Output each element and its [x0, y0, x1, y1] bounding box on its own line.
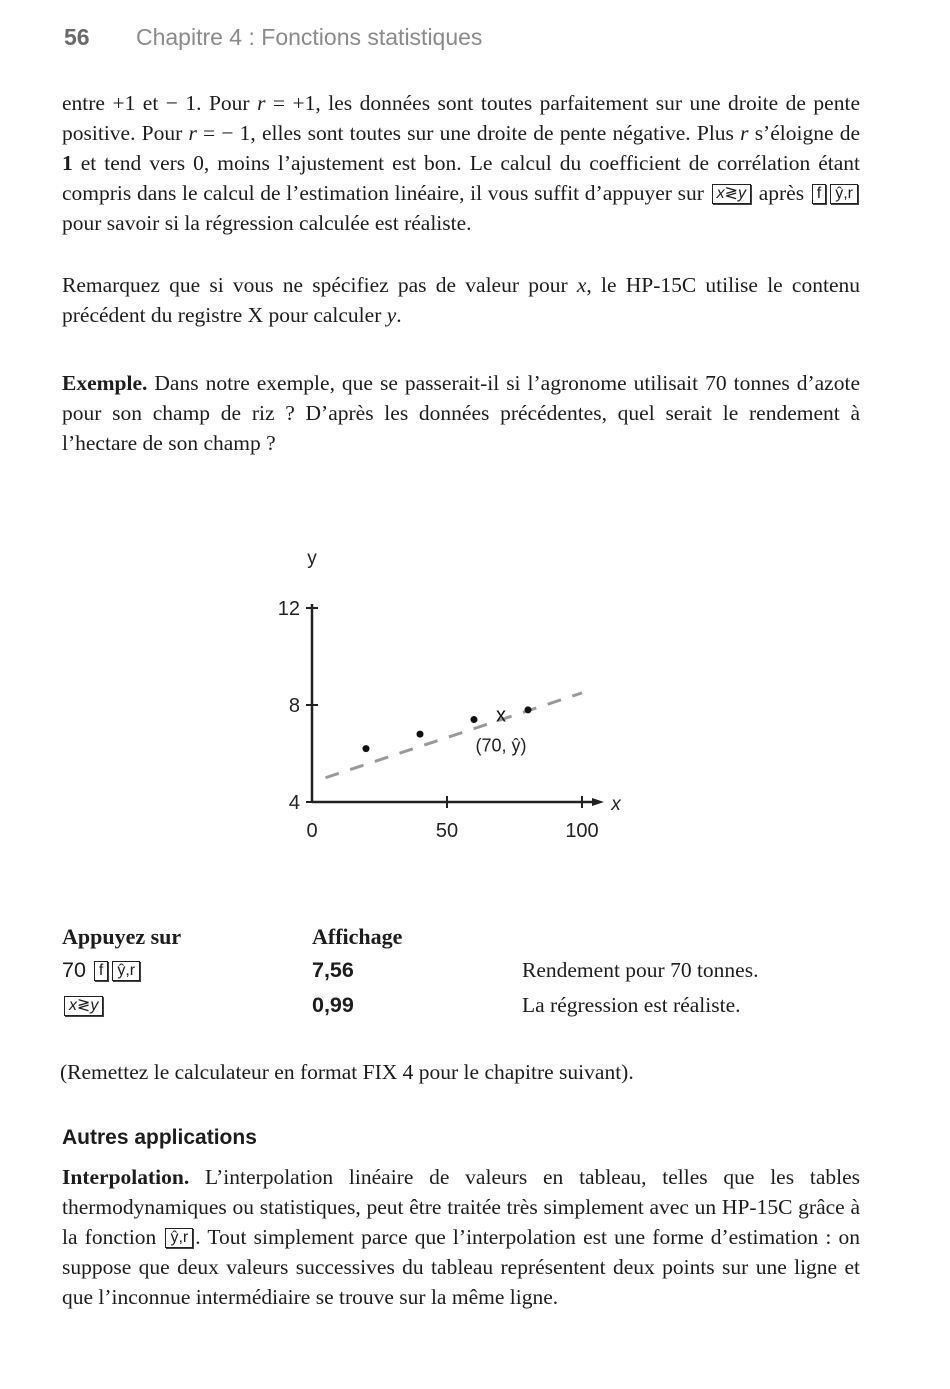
col-header-keys: Appuyez sur: [62, 924, 182, 949]
var-r: r: [188, 121, 197, 145]
estimate-marker: x: [496, 704, 506, 727]
text: après: [753, 181, 810, 205]
key-yhat-r: ŷ,r: [165, 1228, 193, 1248]
key-f: f: [812, 184, 826, 204]
key-yhat-r: ŷ,r: [830, 184, 858, 204]
data-point: [417, 731, 424, 738]
note: (Remettez le calculateur en format FIX 4 pour le chapitre suivant).: [60, 1060, 634, 1084]
estimate-label: (70, ŷ): [475, 735, 527, 756]
key-yhat-r: ŷ,r: [112, 961, 140, 981]
var-r: r: [257, 91, 266, 115]
page-number: 56: [64, 24, 90, 50]
regression-line: [326, 693, 583, 778]
row2-comment: La régression est réaliste.: [522, 993, 741, 1017]
key-f: f: [94, 961, 108, 981]
interp-label: Interpolation.: [62, 1165, 190, 1189]
row1-comment: Rendement pour 70 tonnes.: [522, 958, 759, 982]
x-tick-label: 50: [435, 820, 459, 842]
interpolation-paragraph: [62, 1162, 860, 1312]
text: s’éloigne de: [748, 121, 860, 145]
var-r: r: [740, 121, 749, 145]
x-tick-label: 0: [306, 820, 318, 842]
page-header: [64, 24, 482, 51]
var-y: y: [386, 303, 397, 327]
text: entre +1 et − 1. Pour: [62, 91, 258, 115]
y-tick-label: 12: [277, 598, 300, 620]
data-point: [471, 716, 478, 723]
row2-display: 0,99: [312, 993, 354, 1017]
chapter-title: Chapitre 4 : Fonctions statistiques: [135, 24, 483, 50]
x-axis-arrow-icon: [592, 798, 604, 806]
text: . Tout simplement parce que l’interpolation est une forme d’estimation : on suppose que deux valeurs successives du tableau représentent deux points sur une ligne et que l’inconnue intermédiaire se trouve sur la même ligne.: [62, 1225, 860, 1309]
text: Remarquez que si vous ne spécifiez pas de valeur pour: [62, 273, 577, 297]
data-point: [363, 745, 370, 752]
regression-chart: [230, 540, 670, 850]
row1-display: 7,56: [312, 958, 354, 982]
subheading: Autres applications: [62, 1126, 257, 1149]
row1-prefix: 70: [62, 958, 86, 982]
example-paragraph: [62, 368, 860, 458]
intro-paragraph: [62, 88, 860, 238]
var-x: x: [576, 273, 587, 297]
key-x-swap-y: x≷y: [712, 184, 751, 204]
y-axis-label: y: [307, 548, 317, 569]
y-tick-label: 4: [288, 792, 300, 814]
remark-paragraph: [62, 270, 860, 330]
text: L’interpolation linéaire de valeurs en tableau, telles que les tables thermodynamiques ou statistiques, peut être traitée très simplement avec un HP-15C grâce à la fonction: [62, 1165, 860, 1249]
data-point: [525, 706, 532, 713]
text: , le HP-15C utilise le contenu précédent du registre X pour calculer: [62, 273, 860, 327]
text: .: [396, 303, 402, 327]
key-x-swap-y: x≷y: [64, 996, 103, 1016]
text: = +1, les données sont toutes parfaitement sur une droite de pente positive. Pour: [62, 91, 860, 145]
y-tick-label: 8: [288, 695, 300, 717]
example-label: Exemple.: [62, 371, 148, 395]
x-tick-label: 100: [565, 820, 599, 842]
bold-one: 1: [62, 151, 73, 175]
text: pour savoir si la régression calculée est réaliste.: [62, 211, 472, 235]
col-header-display: Affichage: [312, 924, 403, 949]
example-text: Dans notre exemple, que se passerait-il si l’agronome utilisait 70 tonnes d’azote pour son champ de riz ? D’après les données précédentes, quel serait le rendement à l’hectare de son champ ?: [62, 371, 860, 455]
x-axis-label: x: [611, 794, 621, 815]
row1-keys: [62, 958, 142, 983]
row2-keys: [62, 993, 105, 1018]
text: = − 1, elles sont toutes sur une droite de pente négative. Plus: [196, 121, 741, 145]
text: et tend vers 0, moins l’ajustement est bon. Le calcul du coefficient de corrélation étant compris dans le calcul de l’estimation linéaire, il vous suffit d’appuyer sur: [62, 151, 860, 205]
